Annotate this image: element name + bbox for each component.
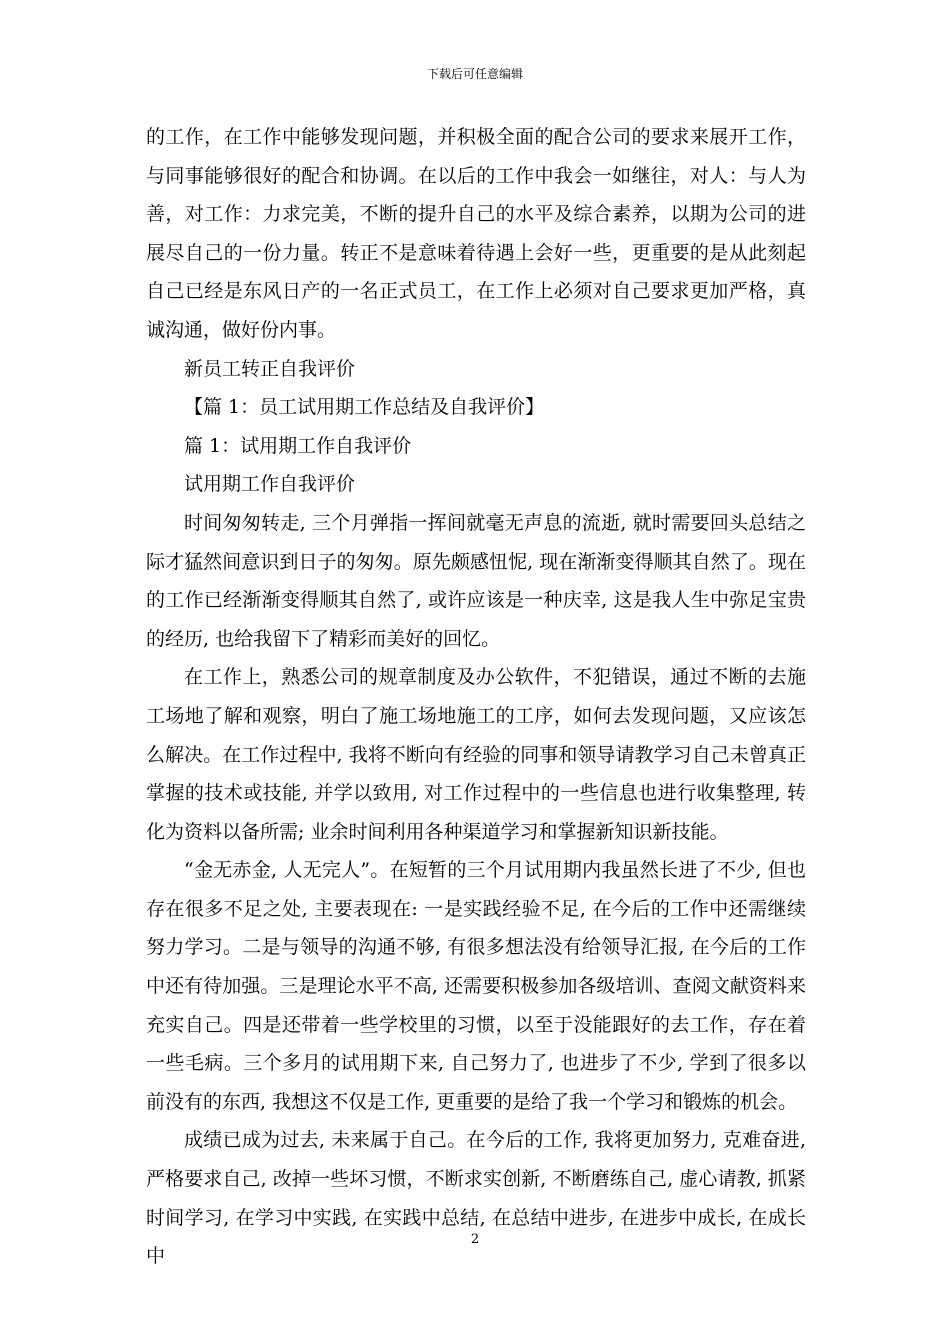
paragraph-work: 在工作上，熟悉公司的规章制度及办公软件，不犯错误，通过不断的去施工场地了解和观察，明白了施工场地施工的工序，如何去发现问题，又应该怎么解决。在工作过程中, 我将不断向有经验的同事和领导请教学习自己未曾真正掌握的技术或技能, 并学以致用, 对工作过程中的一些信息也进行收集整理, 转化为资料以备所需; 业余时间利用各种渠道学习和掌握新知识新技能。 (146, 666, 806, 843)
heading-probation-evaluation: 试用期工作自我评价 (184, 473, 356, 496)
document-body (146, 118, 806, 1276)
paragraph-time: 时间匆匆转走, 三个月弹指一挥间就毫无声息的流逝, 就时需要回头总结之际才猛然间意识到日子的匆匆。原先颇感忸怩, 现在渐渐变得顺其自然了。现在的工作已经渐渐变得顺其自然了, 或许应该是一种庆幸, 这是我人生中弥足宝贵的经历, 也给我留下了精彩而美好的回忆。 (146, 511, 806, 650)
page-number: 2 (470, 1232, 480, 1247)
heading-new-employee-evaluation: 新员工转正自我评价 (184, 357, 356, 380)
paragraph-future: 成绩已成为过去, 未来属于自己。在今后的工作, 我将更加努力, 克难奋进, 严格要求自己, 改掉一些坏习惯，不断求实创新, 不断磨练自己, 虚心请教, 抓紧时间学习, 在学习中实践, 在实践中总结, 在总结中进步, 在进步中成长, 在成长中 (146, 1129, 806, 1268)
heading-article-1-subtitle: 篇 1：试用期工作自我评价 (184, 434, 412, 457)
page-header: 下载后可任意编辑 (426, 67, 523, 81)
paragraph-continuation: 的工作，在工作中能够发现问题，并积极全面的配合公司的要求来展开工作，与同事能够很好的配合和协调。在以后的工作中我会一如继往，对人：与人为善，对工作：力求完美，不断的提升自己的水平及综合素养，以期为公司的进展尽自己的一份力量。转正不是意味着待遇上会好一些，更重要的是从此刻起自己已经是东风日产的一名正式员工，在工作上必须对自己要求更加严格，真诚沟通，做好份内事。 (146, 126, 806, 341)
heading-article-1: 【篇 1：员工试用期工作总结及自我评价】 (184, 396, 545, 419)
paragraph-shortcomings: “金无赤金, 人无完人”。在短暂的三个月试用期内我虽然长进了不少, 但也存在很多不足之处, 主要表现在: 一是实践经验不足, 在今后的工作中还需继续努力学习。二是与领导的沟通不够, 有很多想法没有给领导汇报, 在今后的工作中还有待加强。三是理论水平不高, 还需要积极参加各级培训、查阅文献资料来充实自己。四是还带着一些学校里的习惯，以至于没能跟好的去工作，存在着一些毛病。三个多月的试用期下来, 自己努力了, 也进步了不少, 学到了很多以前没有的东西, 我想这不仅是工作, 更重要的是给了我一个学习和锻炼的机会。 (146, 859, 806, 1113)
